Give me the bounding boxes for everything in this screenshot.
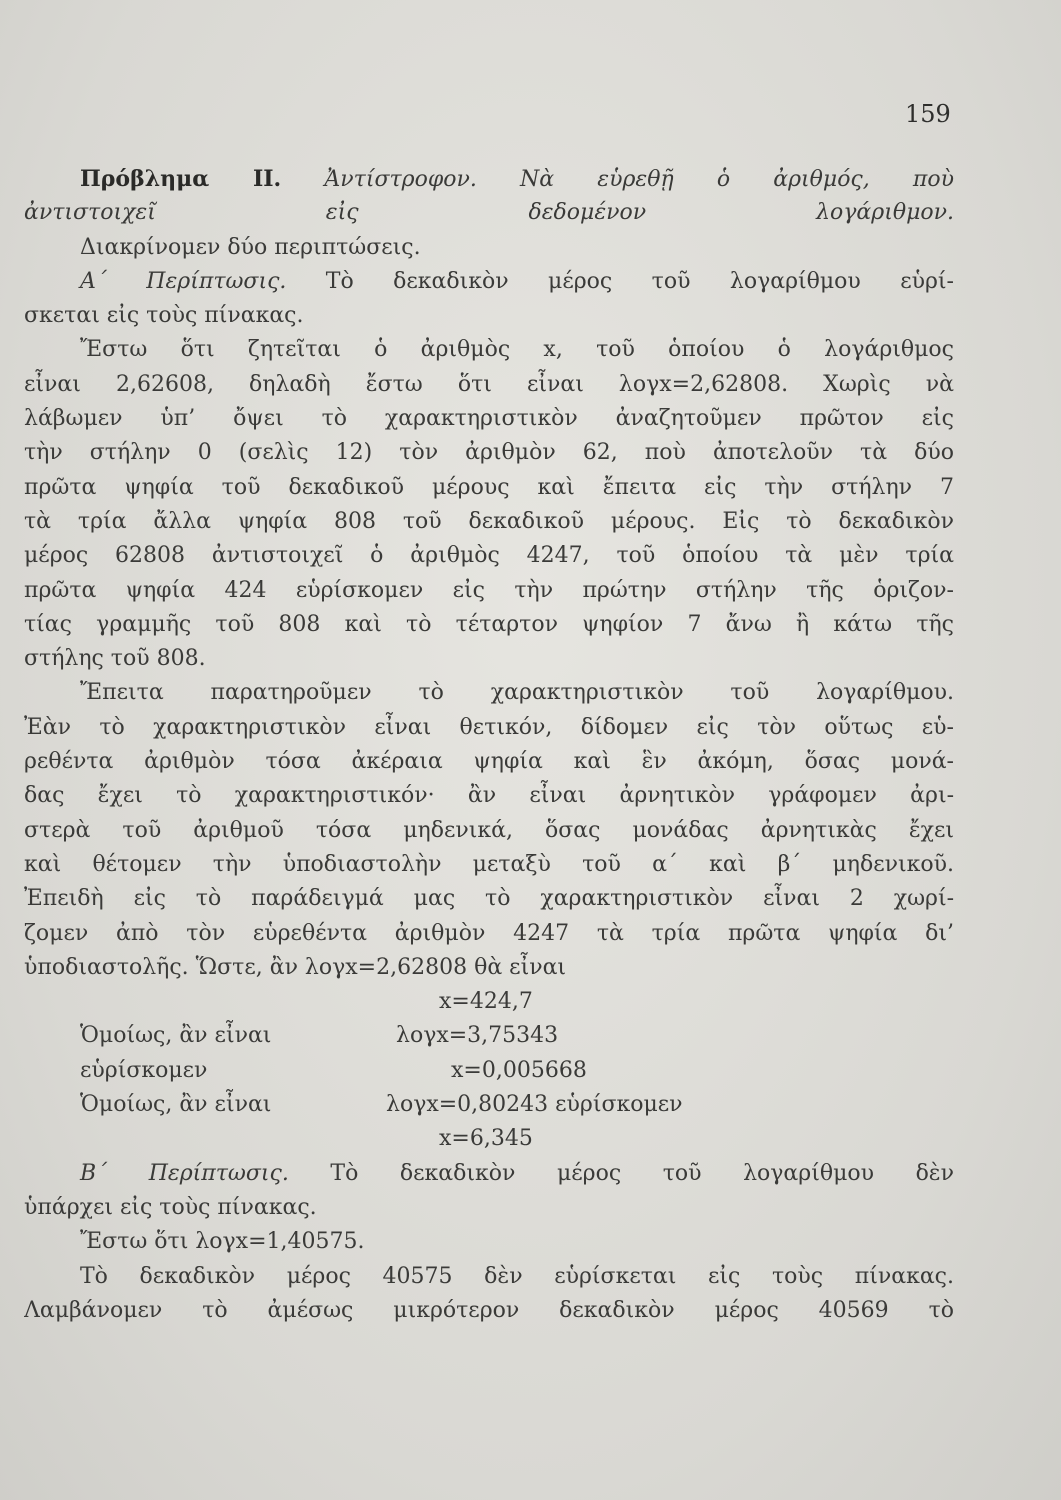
text-line [24,608,954,642]
text-line [24,231,954,265]
text-line [24,265,954,299]
text-run: Διακρίνομεν δύο περιπτώσεις. [80,234,421,260]
formula-row [24,985,954,1019]
text-run: τὰ τρία ἄλλα ψηφία 808 τοῦ δεκαδικοῦ μέρους. Εἰς τὸ δεκαδικὸν [24,508,954,534]
text-run: ὑποδιαστολῆς. Ὥστε, ἂν λογx=2,62808 θὰ εἶναι [24,954,567,980]
text-line [24,814,954,848]
text-line [24,642,954,676]
formula-row [24,1019,954,1053]
text-line [24,539,954,573]
text-line [24,745,954,779]
text-run: σκεται εἰς τοὺς πίνακας. [24,303,304,329]
formula-value: x=0,005668 [451,1057,587,1083]
text-line [24,471,954,505]
text-line [24,299,954,333]
italic-text: Α΄ Περίπτωσις. [80,268,287,294]
text-line [24,917,954,951]
text-line [24,1294,954,1328]
text-line [24,1225,954,1259]
problem-heading: Πρόβλημα ΙΙ. [80,166,282,192]
text-line [24,1157,954,1191]
text-run [281,167,324,192]
text-run: στήλης τοῦ 808. [24,646,206,672]
text-run: ὑπάρχει εἰς τοὺς πίνακας. [24,1194,317,1220]
text-line [24,711,954,745]
text-run: Ἐὰν τὸ χαρακτηριστικὸν εἶναι θετικόν, δίδομεν εἰς τὸν οὕτως εὑ- [24,714,954,740]
text-line [24,676,954,710]
formula-value: λογx=0,80243 εὑρίσκομεν [386,1092,683,1118]
formula-block [24,985,954,1156]
text-run: λάβωμεν ὑπ’ ὄψει τὸ χαρακτηριστικὸν ἀναζητοῦμεν πρῶτον εἰς [24,406,954,432]
text-run: μέρος 62808 ἀντιστοιχεῖ ὁ ἀριθμὸς 4247, τοῦ ὁποίου τὰ μὲν τρία [24,543,954,569]
text-run: Τὸ δεκαδικὸν μέρος τοῦ λογαρίθμου εὑρί- [286,268,954,294]
body-text [24,162,954,1328]
text-line [24,574,954,608]
text-run: στερὰ τοῦ ἀριθμοῦ τόσα μηδενικά, ὅσας μονάδας ἀρνητικὰς ἔχει [24,817,954,843]
formula-row [24,1088,954,1122]
page-number: 159 [905,100,951,128]
formula-row [24,1054,954,1088]
text-line [24,196,954,230]
formula-row [24,1122,954,1156]
text-run: Ἔπειτα παρατηροῦμεν τὸ χαρακτηριστικὸν τοῦ λογαρίθμου. [80,680,954,706]
text-line [24,779,954,813]
text-line [24,333,954,367]
text-run: πρῶτα ψηφία τοῦ δεκαδικοῦ μέρους καὶ ἔπειτα εἰς τὴν στήλην 7 [24,474,954,500]
text-line [24,1260,954,1294]
text-line [24,368,954,402]
text-line [24,436,954,470]
text-run: Ἔστω ὅτι ζητεῖται ὁ ἀριθμὸς x, τοῦ ὁποίου ὁ λογάριθμος [80,337,954,363]
formula-value: x=424,7 [439,989,533,1015]
formula-label: εὑρίσκομεν [80,1057,208,1083]
text-line [24,951,954,985]
text-run: Λαμβάνομεν τὸ ἀμέσως μικρότερον δεκαδικὸν μέρος 40569 τὸ [24,1297,954,1323]
text-line [24,882,954,916]
text-line [24,402,954,436]
text-line [24,162,954,196]
text-line [24,1191,954,1225]
text-run: Ἐπειδὴ εἰς τὸ παράδειγμά μας τὸ χαρακτηριστικὸν εἶναι 2 χωρί- [24,886,954,912]
text-run: εἶναι 2,62608, δηλαδὴ ἔστω ὅτι εἶναι λογx=2,62808. Χωρὶς νὰ [24,371,954,397]
section-a [24,162,954,985]
text-run: πρῶτα ψηφία 424 εὑρίσκομεν εἰς τὴν πρώτην στήλην τῆς ὁριζον- [24,577,954,603]
formula-label: Ὁμοίως, ἂν εἶναι [80,1092,272,1118]
italic-text: Ἀντίστροφον. Νὰ εὑρεθῇ ὁ ἀριθμός, ποὺ [324,167,954,192]
italic-text: ἀντιστοιχεῖ εἰς δεδομένον λογάριθμον. [24,200,954,226]
text-run: τίας γραμμῆς τοῦ 808 καὶ τὸ τέταρτον ψηφίον 7 ἄνω ἢ κάτω τῆς [24,611,954,637]
text-run: ζομεν ἀπὸ τὸν εὑρεθέντα ἀριθμὸν 4247 τὰ τρία πρῶτα ψηφία δι’ [24,920,954,946]
formula-value: λογx=3,75343 [396,1023,559,1049]
formula-label: Ὁμοίως, ἂν εἶναι [80,1023,272,1049]
section-b [24,1157,954,1328]
text-run: τὴν στήλην 0 (σελὶς 12) τὸν ἀριθμὸν 62, ποὺ ἀποτελοῦν τὰ δύο [24,440,954,466]
italic-text: Β΄ Περίπτωσις. [80,1160,289,1186]
text-run: Τὸ δεκαδικὸν μέρος 40575 δὲν εὑρίσκεται εἰς τοὺς πίνακας. [80,1263,954,1289]
text-run: ρεθέντα ἀριθμὸν τόσα ἀκέραια ψηφία καὶ ἓν ἀκόμη, ὅσας μονά- [24,749,954,775]
formula-value: x=6,345 [439,1126,533,1152]
text-run: Τὸ δεκαδικὸν μέρος τοῦ λογαρίθμου δὲν [288,1160,954,1186]
text-line [24,848,954,882]
text-run: δας ἔχει τὸ χαρακτηριστικόν· ἂν εἶναι ἀρνητικὸν γράφομεν ἀρι- [24,783,954,809]
text-run: Ἔστω ὅτι λογx=1,40575. [80,1229,365,1255]
text-line [24,505,954,539]
text-run: καὶ θέτομεν τὴν ὑποδιαστολὴν μεταξὺ τοῦ α΄ καὶ β΄ μηδενικοῦ. [24,851,954,877]
